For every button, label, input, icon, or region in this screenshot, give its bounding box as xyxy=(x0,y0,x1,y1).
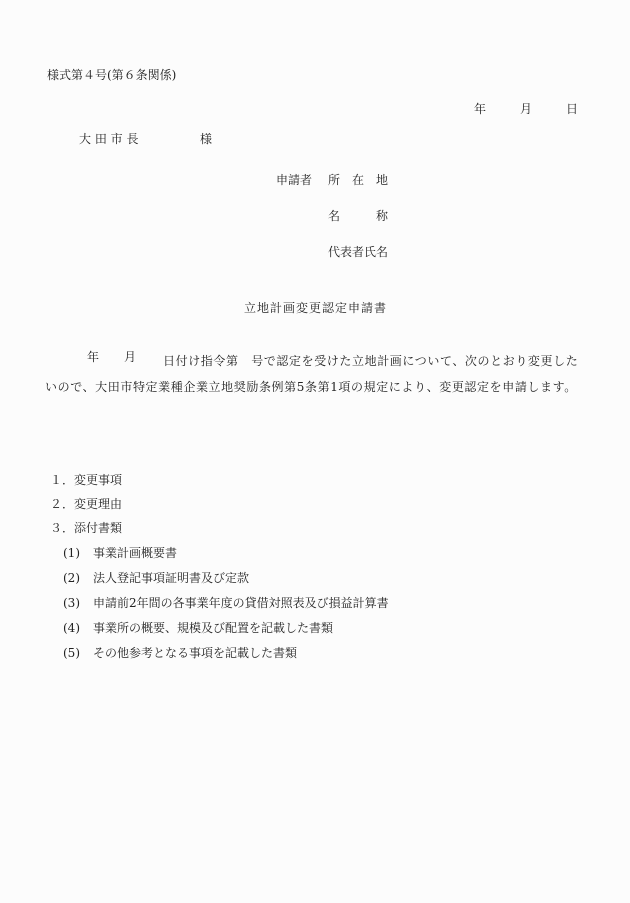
attachment-label: 事業所の概要、規模及び配置を記載した書類 xyxy=(93,621,334,635)
applicant-label: 申請者 xyxy=(276,173,313,187)
date-month-label: 月 xyxy=(520,102,533,116)
date-year-label: 年 xyxy=(474,102,487,116)
attachment-label: 事業計画概要書 xyxy=(93,546,178,560)
applicant-name-label: 名 称 xyxy=(328,209,389,223)
application-paragraph: 日付け指令第 号で認定を受けた立地計画について、次のとおり変更したいので、大田市特定業種企業立地奨励条例第5条第1項の規定により、変更認定を申請します。 xyxy=(45,354,579,394)
item-label: 添付書類 xyxy=(74,521,123,535)
list-item xyxy=(63,597,389,609)
intro-month-label: 月 xyxy=(124,350,137,364)
addressee-name: 大 田 市 長 xyxy=(79,132,139,146)
item-number: ３． xyxy=(50,521,75,535)
attachment-label: 法人登記事項証明書及び定款 xyxy=(93,571,250,585)
addressee-suffix: 様 xyxy=(200,132,213,146)
list-item xyxy=(63,647,297,659)
attachment-number: (1) xyxy=(63,546,80,560)
intro-year-label: 年 xyxy=(87,350,100,364)
applicant-rep-label: 代表者氏名 xyxy=(328,245,389,259)
list-item xyxy=(63,622,333,634)
attachment-number: (4) xyxy=(63,621,80,635)
list-item xyxy=(63,572,249,584)
item-number: １． xyxy=(50,473,75,487)
list-item xyxy=(50,522,122,534)
attachment-label: その他参考となる事項を記載した書類 xyxy=(93,646,298,660)
list-item xyxy=(50,498,122,510)
document-title: 立地計画変更認定申請書 xyxy=(244,301,388,315)
applicant-address-label: 所 在 地 xyxy=(328,173,389,187)
attachment-number: (2) xyxy=(63,571,80,585)
item-label: 変更事項 xyxy=(74,473,123,487)
attachment-label: 申請前2年間の各事業年度の貸借対照表及び損益計算書 xyxy=(93,596,389,610)
list-item xyxy=(50,474,122,486)
item-label: 変更理由 xyxy=(74,497,123,511)
attachment-number: (5) xyxy=(63,646,80,660)
form-number: 様式第４号(第６条関係) xyxy=(47,68,177,82)
attachment-number: (3) xyxy=(63,596,80,610)
list-item xyxy=(63,547,177,559)
date-day-label: 日 xyxy=(566,102,579,116)
item-number: ２． xyxy=(50,497,75,511)
